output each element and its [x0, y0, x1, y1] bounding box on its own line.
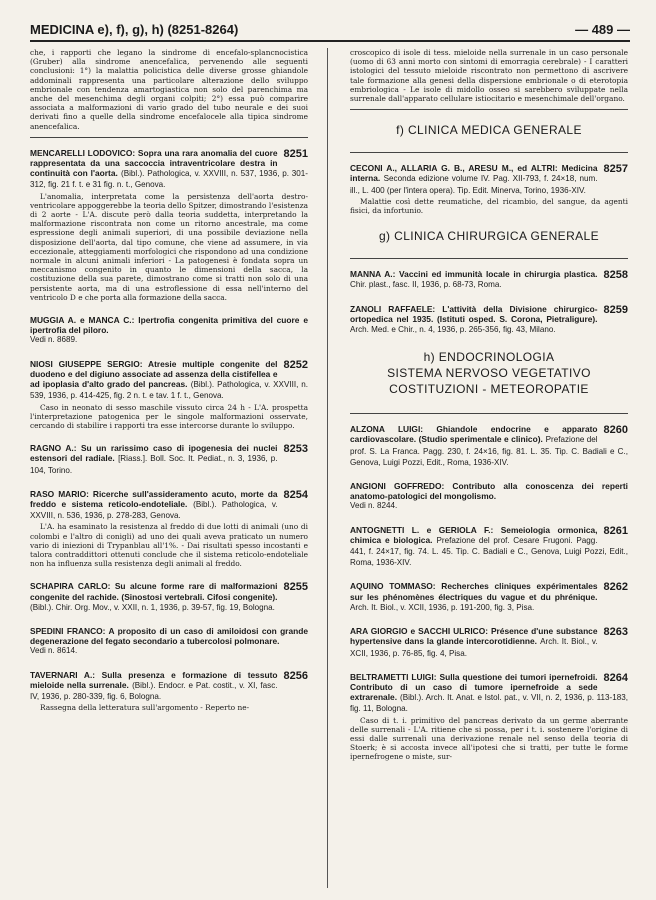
- bibliography-entry: [350, 672, 628, 762]
- entry-title: ARA GIORGIO e SACCHI ULRICO: Présence d'une substance hypertensive dans la glande intercorotidienne.: [350, 626, 598, 647]
- entry-bibliographic-info: (Bibl.). Chir. Org. Mov., v. XXII, n. 1, 1936, p. 39-57, fig. 19, Bologna.: [30, 602, 275, 612]
- right-sections: [350, 122, 628, 761]
- bibliography-entry: [350, 424, 628, 468]
- continued-abstract: croscopico di isole di tess. mieloide nella surrenale in un caso personale (uomo di 63 anni morto con sintomi di emorragia cerebrale) - I caratteri istologici del tessuto mieloide riscontrato non permettono di ascrivere tale formazione alla genesi della dispersione embrionale o di eterotopia embriologica - Le isole di midollo osseo si sarebbero sviluppate nella surrenale dall'apparato cellulare istiocitario e mesenchimale dell'organo.: [350, 48, 628, 104]
- entry-title: NIOSI GIUSEPPE SERGIO: Atresie multiple congenite del duodeno e del digiuno associate ad assenza della cistifellea e ad ipoplasia d'alto grado del pancreas.: [30, 358, 278, 390]
- bibliography-entry: [30, 670, 308, 713]
- section-heading-line: h) ENDOCRINOLOGIA: [423, 350, 555, 365]
- section-rule: [350, 413, 628, 414]
- entry-title: ZANOLI RAFFAELE: L'attività della Divisione chirurgico-ortopedica nel 1935. (Istituti osped. S. Corona, Pietraligure).: [350, 303, 598, 324]
- header-rule: [30, 40, 630, 42]
- entry-citation: [350, 626, 628, 659]
- cross-reference-note: Vedi n. 8689.: [30, 335, 78, 345]
- entry-title: SCHAPIRA CARLO: Su alcune forme rare di malformazioni congenite del rachide. (Sinostosi vertebrali. Cifosi congenite).: [30, 581, 278, 602]
- entry-number: 8257: [603, 163, 628, 176]
- entry-citation: [30, 670, 308, 703]
- right-column: [350, 48, 628, 888]
- bibliography-entry: [350, 581, 628, 613]
- section-heading-line: COSTITUZIONI - METEOROPATIE: [389, 382, 589, 397]
- entry-title: RAGNO A.: Su un rarissimo caso di ipogenesia dei nuclei estensori del radiale.: [30, 443, 278, 464]
- entry-citation: [350, 672, 628, 715]
- entry-bibliographic-info: (Bibl.). Endocr. e Pat. costit., v. XI, fasc. IV, 1936, p. 280-339, fig. 6, Bologna.: [30, 680, 278, 701]
- entry-number: 8251: [283, 147, 308, 160]
- entry-title: ANGIONI GOFFREDO: Contributo alla conoscenza dei reperti anatomo-patologici del mongolismo.: [350, 481, 628, 502]
- entry-bibliographic-info: Seconda edizione volume IV. Pag. XII-793, f. 24×18, num. ill., L. 400 (per l'intera opera). Tip. Edit. Minerva, Torino, 1936-XIV.: [350, 174, 598, 195]
- entry-title: MANNA A.: Vaccini ed immunità locale in chirurgia plastica.: [350, 269, 598, 280]
- entry-abstract: Caso di t. i. primitivo del pancreas derivato da un germe aberrante delle surrenali - L'A. ritiene che si possa, per i t. i. sostenere l'origine di essi dalle surrenali una derivazione renale nel senso della teoria di Stoerk; è si accosta invece all'ipotesi che si tratti, per tutte le forme ipernefrogene o miste, sur-: [350, 715, 628, 762]
- entry-citation: [30, 148, 308, 191]
- column-divider: [327, 48, 328, 888]
- bibliography-entry: [350, 626, 628, 659]
- left-entries: [30, 148, 308, 713]
- entry-title: ALZONA LUIGI: Ghiandole endocrine e apparato cardiovascolare. (Studio sperimentale e clinico).: [350, 424, 598, 445]
- entry-title: BELTRAMETTI LUIGI: Sulla questione dei tumori ipernefroidi. Contributo di un caso di tumore ipernefroide a sede extrarenale.: [350, 671, 598, 703]
- entry-title: SPEDINI FRANCO: A proposito di un caso di amiloidosi con grande degenerazione del fegato secondario a tubercolosi polmonare.: [30, 625, 308, 647]
- entry-number: 8255: [283, 581, 308, 594]
- entry-number: 8261: [603, 524, 628, 537]
- entry-bibliographic-info: (Bibl.). Pathologica, v. XXVIII, n. 536, 1936, p. 278-283, Genova.: [30, 499, 278, 521]
- entry-citation: [30, 626, 308, 646]
- section-rule: [350, 109, 628, 110]
- left-column: [30, 48, 308, 888]
- running-header: [30, 20, 630, 42]
- entry-bibliographic-info: Arch. Med. e Chir., n. 4, 1936, p. 265-356, fig. 43, Milano.: [350, 325, 556, 335]
- entry-number: 8253: [283, 443, 308, 456]
- bibliography-entry: [350, 525, 628, 569]
- section-heading-line: g) CLINICA CHIRURGICA GENERALE: [378, 229, 600, 244]
- bibliography-entry: [30, 626, 308, 657]
- entry-citation: [30, 443, 308, 476]
- section-heading-line: SISTEMA NERVOSO VEGETATIVO: [387, 366, 591, 381]
- entry-citation: [30, 581, 308, 613]
- bibliography-entry: [30, 443, 308, 476]
- section-heading-line: f) CLINICA MEDICA GENERALE: [396, 123, 582, 138]
- entry-title: AQUINO TOMMASO: Recherches cliniques expérimentales sur les phénomènes électriques du vague et du phrénique.: [350, 581, 598, 602]
- entry-number: 8259: [603, 303, 628, 316]
- entry-number: 8258: [603, 269, 628, 282]
- bibliography-entry: [350, 163, 628, 215]
- bibliography-entry: [350, 481, 628, 512]
- entry-abstract: L'anomalia, interpretata come la persistenza dell'aorta destro-ventricolare appoggerebbe la teoria dello Spitzer, dimostrando l'esistenza di 2 aorte - L'A. discute però dalla teoria suddetta, interpretando la malformazione riscontrata non come un ritorno ancestrale, ma come espressione degli animali superiori, di una possibile deviazione nella disposizione dell'aorta, dal tipo comune, che viene ad assumere, in via eccezionale, atteggiamenti morfologici che rispondono ad una condizione normale in alcuni animali inferiori - La patogenesi è fondata sopra un meccanismo congenito in quanto le dimensioni della sacca, la costituzione della sua parete, dimostrano come si tratti non solo di una persistente aorta, ma di una estroflessione di essa nell'interno del ventricolo D e che porta alla formazione della sacca.: [30, 191, 308, 302]
- entry-bibliographic-info: Chir. plast., fasc. II, 1936, p. 68-73, Roma.: [350, 280, 502, 290]
- entry-abstract: L'A. ha esaminato la resistenza al freddo di due lotti di animali (uno di colombi e l'altro di conigli) ad uno dei quali aveva praticato un numero vario di iniezioni di Trypanblau all'1%. - Dai risultati spesso incostanti e talora contraddittori ottenuti conclude che il sistema reticolo-endoteliale non ha influenza sulla resistenza degli animali al freddo.: [30, 522, 308, 569]
- entry-title: CECONI A., ALLARIA G. B., ARESU M., ed ALTRI: Medicina interna.: [350, 163, 598, 184]
- entry-bibliographic-info: (Bibl.). Pathologica, v. XXVIII, n. 537, 1936, p. 301-312, fig. 21 f. t. e 31 fig. n. t., Genova.: [30, 169, 308, 190]
- entry-title: TAVERNARI A.: Sulla presenza e formazione di tessuto mieloide nella surrenale.: [30, 669, 278, 690]
- bibliography-entry: [350, 304, 628, 336]
- entry-citation: [350, 269, 628, 290]
- entry-bibliographic-info: Arch. It. Biol., v. XCII, 1936, p. 76-85, fig. 4, Pisa.: [350, 637, 598, 658]
- section-rule: [30, 137, 308, 138]
- entry-title: RASO MARIO: Ricerche sull'assideramento acuto, morte da freddo e sistema reticolo-endoteliale.: [30, 488, 278, 509]
- entry-citation: [30, 359, 308, 402]
- section-heading: [350, 122, 628, 138]
- bibliography-entry: [30, 315, 308, 346]
- entry-citation: [350, 424, 628, 468]
- entry-number: 8262: [603, 581, 628, 594]
- entry-number: 8263: [603, 626, 628, 639]
- entry-bibliographic-info: Prefazione del prof. S. La Franca. Pagg. 230, f. 24×16, fig. 81. L. 35. Tip. C. Badiali e C., Genova, Luigi Pozzi, Edit., Roma, 1936-XIV.: [350, 435, 628, 467]
- entry-number: 8260: [603, 424, 628, 437]
- entry-title: MUGGIA A. e MANCA C.: Ipertrofia congenita primitiva del cuore e ipertrofia del piloro.: [30, 315, 308, 336]
- entry-citation: [350, 581, 628, 613]
- bibliography-entry: [350, 269, 628, 290]
- bibliography-entry: [30, 359, 308, 430]
- entry-citation: [350, 481, 628, 501]
- entry-abstract: Malattie così dette reumatiche, del ricambio, del sangue, da agenti fisici, da infortunio.: [350, 196, 628, 216]
- section-rule: [350, 258, 628, 259]
- page-number: — 489 —: [575, 22, 630, 37]
- entry-title: ANTOGNETTI L. e GERIOLA F.: Semeiologia ormonica, chimica e biologica.: [350, 524, 598, 545]
- entry-citation: [350, 304, 628, 336]
- section-heading: [350, 349, 628, 397]
- entry-citation: [350, 525, 628, 569]
- cross-reference-note: Vedi n. 8244.: [350, 501, 398, 511]
- entry-abstract: Caso in neonato di sesso maschile vissuto circa 24 h - L'A. prospetta l'interpretazione patogenica per le singole malformazioni osservate, cercando di stabilire i rapporti tra esse intercorse durante lo sviluppo.: [30, 402, 308, 430]
- continued-abstract: che, i rapporti che legano la sindrome di encefalo-splancnocistica (Gruber) alla sindrome anencefalica, pervenendo alle seguenti conclusioni: 1°) la malattia policistica delle diverse grosse ghiandole addominali rappresenta una particolare alterazione dello sviluppo embrionale con tendenza amartogiastica non solo del parenchima ma anche del mesenchima degli organi colpiti; 2°) essa può comparire associata a malformazioni di vario grado del tubo neurale e dei suoi derivati fino a quelle della sindrome encefalocele alla tipica sindrome anencefalica.: [30, 48, 308, 131]
- entry-number: 8252: [283, 358, 308, 371]
- section-heading: [350, 228, 628, 244]
- entry-bibliographic-info: (Bibl.). Arch. It. Anat. e Istol. pat., v. VII, n. 2, 1936, p. 113-183, fig. 11, Bologna.: [350, 693, 628, 714]
- entry-citation: [30, 489, 308, 522]
- cross-reference-note: Vedi n. 8614.: [30, 646, 78, 656]
- entry-bibliographic-info: Arch. It. Biol., v. XCII, 1936, p. 191-200, fig. 3, Pisa.: [350, 602, 535, 612]
- entry-citation: [350, 163, 628, 196]
- section-rule: [350, 152, 628, 153]
- entry-bibliographic-info: [Riass.]. Boll. Soc. It. Pediat., n. 3, 1936, p. 104, Torino.: [30, 454, 278, 475]
- entry-bibliographic-info: (Bibl.). Pathologica, v. XXVIII, n. 539, 1936, p. 414-425, fig. 2 n. t. e tav. 1 f. t., Genova.: [30, 380, 308, 401]
- entry-citation: [30, 315, 308, 335]
- bibliography-entry: [30, 148, 308, 302]
- entry-number: 8254: [283, 488, 308, 501]
- entry-number: 8256: [283, 669, 308, 682]
- entry-number: 8264: [603, 671, 628, 684]
- entry-abstract: Rassegna della letteratura sull'argomento - Reperto ne-: [40, 703, 250, 713]
- bibliography-entry: [30, 489, 308, 569]
- entry-title: MENCARELLI LODOVICO: Sopra una rara anomalia del cuore rappresentata da una saccoccia intraventricolare destra in continuità con l'aorta.: [30, 147, 278, 179]
- running-header-title: MEDICINA e), f), g), h) (8251-8264): [30, 22, 239, 37]
- bibliography-entry: [30, 581, 308, 613]
- entry-bibliographic-info: Prefazione del prof. Cesare Frugoni. Pagg. 441, f. 24×17, fig. 74. L. 45. Tip. C. Badiali e C., Genova, Luigi Pozzi, Edit., Roma, 1936-XIV.: [350, 535, 628, 568]
